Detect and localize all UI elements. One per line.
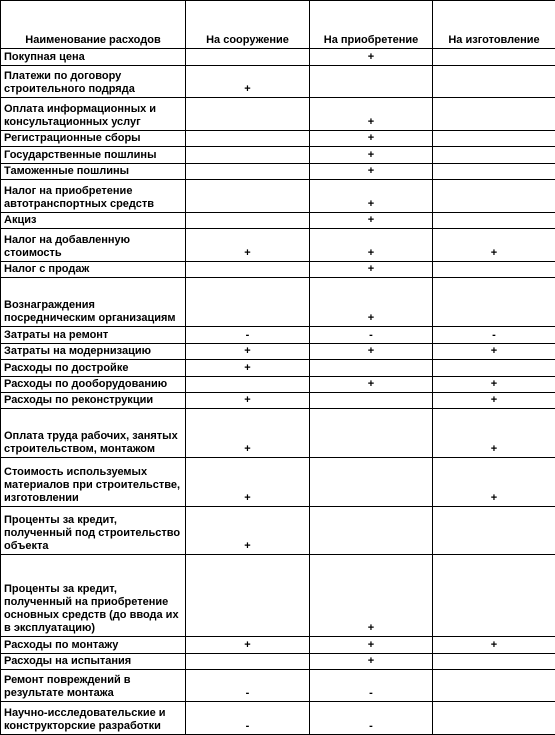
expense-name-cell: Затраты на ремонт [1,327,186,344]
table-row [1,164,555,180]
expense-name-cell: Расходы по достройке [1,360,186,377]
table-row [1,637,555,654]
expense-name-cell: Стоимость используемых материалов при строительстве, изготовлении [1,458,186,507]
construction-mark-cell: + [186,507,310,555]
manufacturing-mark-cell: + [433,344,555,360]
expense-name-cell: Регистрационные сборы [1,131,186,147]
construction-mark-cell [186,262,310,278]
table-row [1,377,555,393]
construction-mark-cell [186,49,310,66]
table-row [1,131,555,147]
table-row [1,213,555,229]
expense-name-cell: Расходы по монтажу [1,637,186,654]
acquisition-mark-cell [310,507,433,555]
construction-mark-cell [186,164,310,180]
table-row [1,180,555,213]
acquisition-mark-cell: + [310,344,433,360]
manufacturing-mark-cell [433,507,555,555]
manufacturing-mark-cell [433,360,555,377]
acquisition-mark-cell: - [310,702,433,735]
acquisition-mark-cell: - [310,670,433,702]
manufacturing-mark-cell [433,147,555,164]
expense-name-cell: Платежи по договору строительного подряда [1,66,186,98]
manufacturing-mark-cell: + [433,637,555,654]
expense-name-cell: Оплата труда рабочих, занятых строительством, монтажом [1,409,186,458]
table-row [1,147,555,164]
acquisition-mark-cell [310,360,433,377]
table-row [1,344,555,360]
expense-name-cell: Ремонт повреждений в результате монтажа [1,670,186,702]
construction-mark-cell [186,131,310,147]
manufacturing-mark-cell [433,131,555,147]
acquisition-mark-cell: + [310,555,433,637]
acquisition-mark-cell: + [310,262,433,278]
construction-mark-cell: + [186,458,310,507]
expense-name-cell: Покупная цена [1,49,186,66]
acquisition-mark-cell: + [310,229,433,262]
construction-mark-cell: - [186,702,310,735]
manufacturing-mark-cell [433,262,555,278]
expense-name-cell: Налог с продаж [1,262,186,278]
table-row [1,49,555,66]
acquisition-mark-cell [310,393,433,409]
header-acquisition: На приобретение [310,1,433,49]
expense-name-cell: Расходы по дооборудованию [1,377,186,393]
table-row [1,278,555,327]
table-row [1,229,555,262]
expense-name-cell: Акциз [1,213,186,229]
manufacturing-mark-cell [433,654,555,670]
expense-name-cell: Налог на приобретение автотранспортных средств [1,180,186,213]
table-row [1,66,555,98]
manufacturing-mark-cell [433,670,555,702]
header-row [1,1,555,49]
manufacturing-mark-cell [433,180,555,213]
construction-mark-cell: + [186,637,310,654]
construction-mark-cell: + [186,409,310,458]
table-body [1,49,555,735]
expense-name-cell: Таможенные пошлины [1,164,186,180]
acquisition-mark-cell: + [310,278,433,327]
acquisition-mark-cell: + [310,98,433,131]
acquisition-mark-cell: - [310,327,433,344]
manufacturing-mark-cell: + [433,377,555,393]
table-row [1,98,555,131]
acquisition-mark-cell: + [310,49,433,66]
table-row [1,393,555,409]
acquisition-mark-cell [310,458,433,507]
expense-name-cell: Расходы на испытания [1,654,186,670]
construction-mark-cell: + [186,229,310,262]
header-construction: На сооружение [186,1,310,49]
acquisition-mark-cell: + [310,180,433,213]
acquisition-mark-cell: + [310,213,433,229]
table-row [1,458,555,507]
manufacturing-mark-cell: + [433,409,555,458]
construction-mark-cell: + [186,66,310,98]
table-row [1,360,555,377]
table-row [1,654,555,670]
expense-name-cell: Проценты за кредит, полученный на приобретение основных средств (до ввода их в эксплуатацию) [1,555,186,637]
construction-mark-cell [186,98,310,131]
table-row [1,670,555,702]
expense-name-cell: Оплата информационных и консультационных услуг [1,98,186,131]
expense-name-cell: Вознаграждения посредническим организациям [1,278,186,327]
manufacturing-mark-cell [433,49,555,66]
table-row [1,702,555,735]
construction-mark-cell: + [186,393,310,409]
acquisition-mark-cell: + [310,131,433,147]
construction-mark-cell: + [186,360,310,377]
construction-mark-cell [186,278,310,327]
header-expense-name: Наименование расходов [1,1,186,49]
acquisition-mark-cell [310,66,433,98]
manufacturing-mark-cell [433,555,555,637]
manufacturing-mark-cell [433,66,555,98]
construction-mark-cell [186,377,310,393]
construction-mark-cell: - [186,327,310,344]
construction-mark-cell [186,213,310,229]
construction-mark-cell [186,147,310,164]
construction-mark-cell: + [186,344,310,360]
manufacturing-mark-cell [433,702,555,735]
table-row [1,327,555,344]
table-row [1,507,555,555]
construction-mark-cell [186,654,310,670]
acquisition-mark-cell: + [310,164,433,180]
table-row [1,409,555,458]
manufacturing-mark-cell [433,164,555,180]
manufacturing-mark-cell [433,278,555,327]
acquisition-mark-cell [310,409,433,458]
expense-name-cell: Проценты за кредит, полученный под строительство объекта [1,507,186,555]
table-row [1,555,555,637]
expense-name-cell: Расходы по реконструкции [1,393,186,409]
construction-mark-cell [186,180,310,213]
acquisition-mark-cell: + [310,377,433,393]
acquisition-mark-cell: + [310,654,433,670]
expense-name-cell: Научно-исследовательские и конструкторские разработки [1,702,186,735]
construction-mark-cell: - [186,670,310,702]
manufacturing-mark-cell [433,213,555,229]
manufacturing-mark-cell: - [433,327,555,344]
expense-name-cell: Государственные пошлины [1,147,186,164]
expense-name-cell: Налог на добавленную стоимость [1,229,186,262]
expense-name-cell: Затраты на модернизацию [1,344,186,360]
manufacturing-mark-cell: + [433,458,555,507]
manufacturing-mark-cell: + [433,229,555,262]
header-manufacturing: На изготовление [433,1,555,49]
acquisition-mark-cell: + [310,147,433,164]
construction-mark-cell [186,555,310,637]
table-row [1,262,555,278]
acquisition-mark-cell: + [310,637,433,654]
manufacturing-mark-cell: + [433,393,555,409]
manufacturing-mark-cell [433,98,555,131]
